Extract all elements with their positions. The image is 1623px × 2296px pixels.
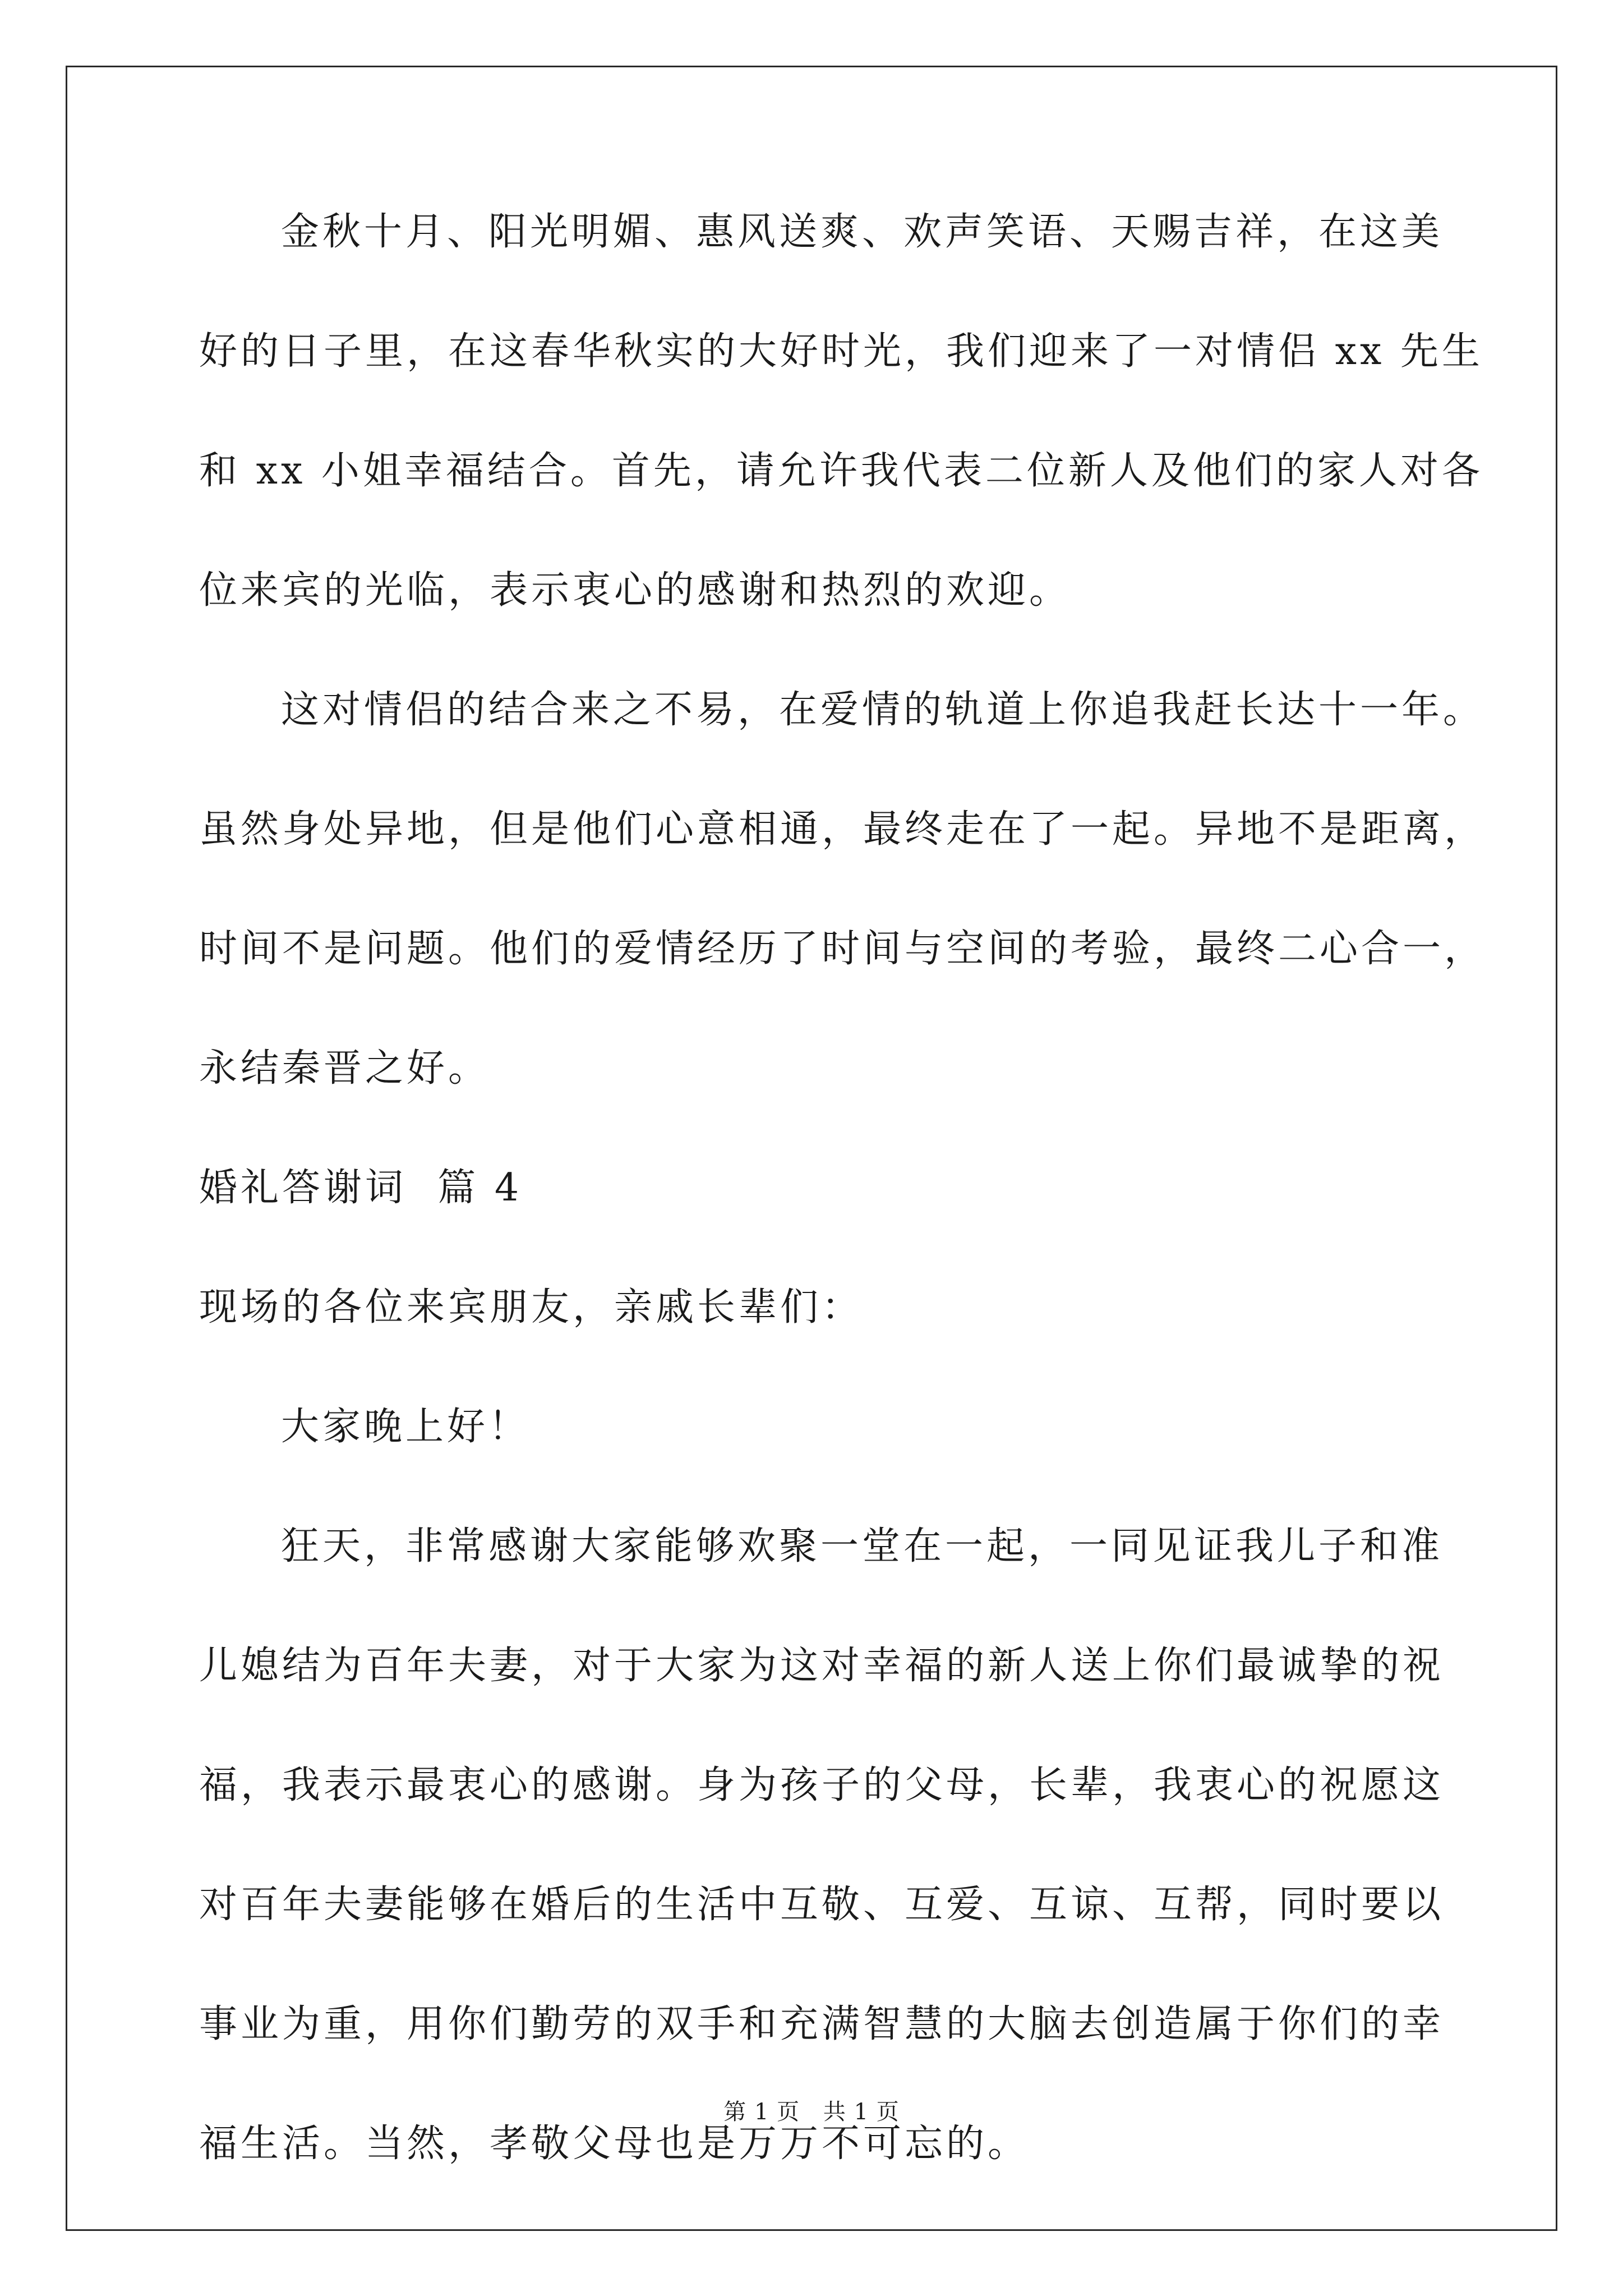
paragraph-line: 儿媳结为百年夫妻，对于大家为这对幸福的新人送上你们最诚挚的祝	[199, 1644, 1445, 1688]
page-number-total: 共 1 页	[823, 2099, 900, 2125]
paragraph-line: 福，我表示最衷心的感谢。身为孩子的父母，长辈，我衷心的祝愿这	[199, 1763, 1445, 1807]
paragraph-line: 好的日子里，在这春华秋实的大好时光，我们迎来了一对情侣 xx 先生	[199, 329, 1483, 374]
greeting: 大家晚上好！	[281, 1405, 531, 1449]
paragraph-line: 时间不是问题。他们的爱情经历了时间与空间的考验，最终二心合一，	[199, 927, 1486, 971]
page-footer	[0, 2101, 1623, 2123]
paragraph-line: 事业为重，用你们勤劳的双手和充满智慧的大脑去创造属于你们的幸	[199, 2002, 1445, 2046]
paragraph-line: 虽然身处异地，但是他们心意相通，最终走在了一起。异地不是距离，	[199, 807, 1486, 852]
paragraph-line: 金秋十月、阳光明媚、惠风送爽、欢声笑语、天赐吉祥，在这美	[281, 210, 1444, 254]
paragraph-line: 狂天，非常感谢大家能够欢聚一堂在一起，一同见证我儿子和准	[281, 1524, 1444, 1568]
section-heading: 婚礼答谢词 篇 4	[199, 1166, 523, 1210]
paragraph-line: 福生活。当然，孝敬父母也是万万不可忘的。	[199, 2122, 1030, 2166]
paragraph-line: 和 xx 小姐幸福结合。首先，请允许我代表二位新人及他们的家人对各	[199, 449, 1483, 493]
document-body	[199, 210, 1486, 2244]
page-number-current: 第 1 页	[723, 2099, 800, 2125]
salutation: 现场的各位来宾朋友，亲戚长辈们：	[199, 1285, 864, 1329]
paragraph-line: 这对情侣的结合来之不易，在爱情的轨道上你追我赶长达十一年。	[281, 688, 1485, 732]
paragraph-line: 对百年夫妻能够在婚后的生活中互敬、互爱、互谅、互帮，同时要以	[199, 1883, 1445, 1927]
paragraph-line: 位来宾的光临，表示衷心的感谢和热烈的欢迎。	[199, 568, 1071, 613]
paragraph-line: 永结秦晋之好。	[199, 1046, 490, 1091]
